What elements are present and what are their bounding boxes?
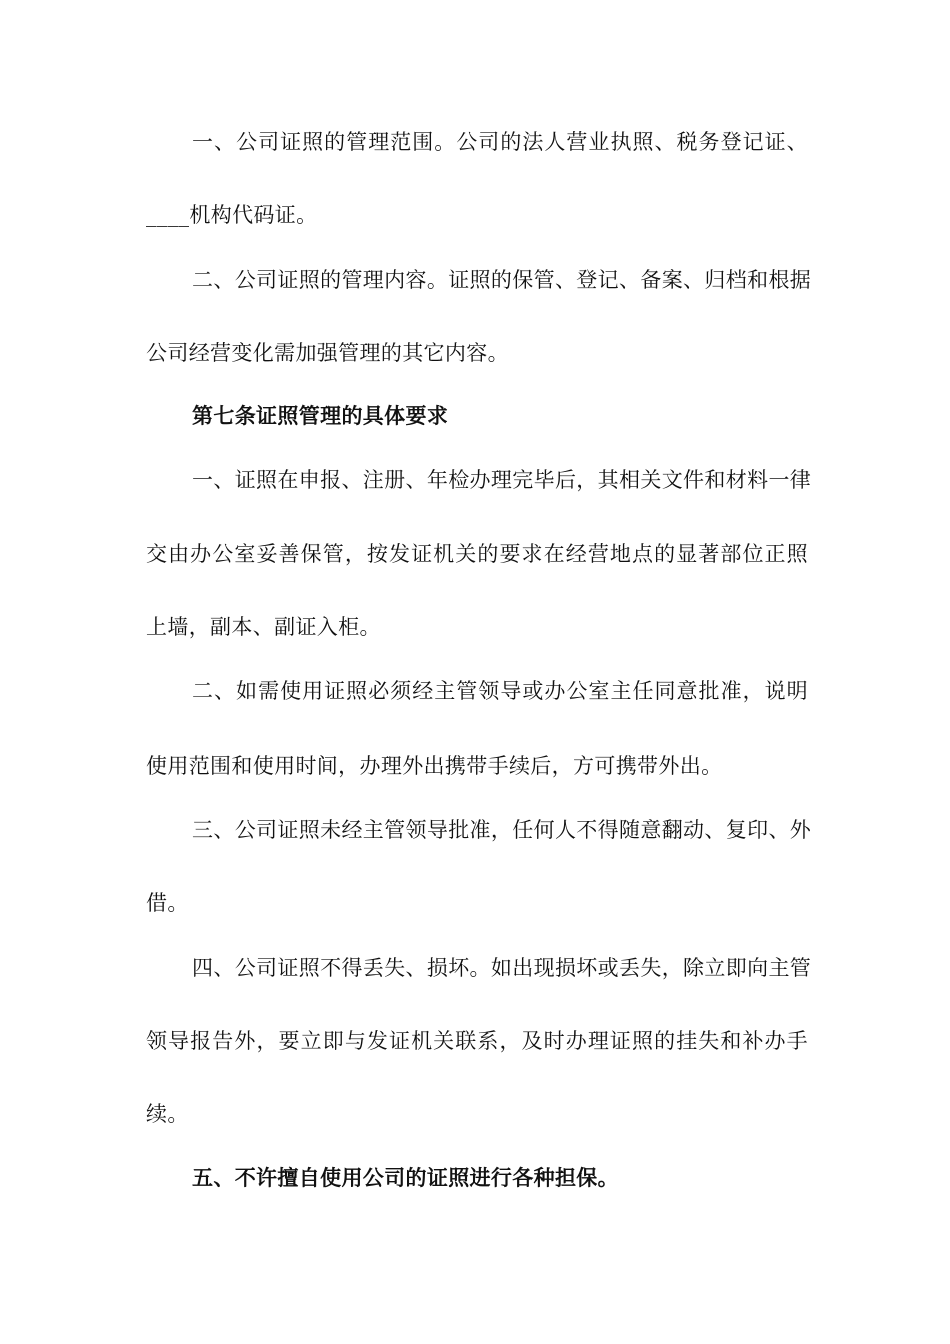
paragraph-6-line-2: 领导报告外，要立即与发证机关联系，及时办理证照的挂失和补办手 xyxy=(146,1029,808,1053)
section-heading: 第七条证照管理的具体要求 xyxy=(192,403,449,428)
paragraph-4-line-2: 使用范围和使用时间，办理外出携带手续后，方可携带外出。 xyxy=(146,754,723,778)
paragraph-2-line-2: 公司经营变化需加强管理的其它内容。 xyxy=(146,341,509,365)
paragraph-2-line-1: 二、公司证照的管理内容。证照的保管、登记、备案、归档和根据 xyxy=(192,268,812,292)
paragraph-3-line-2: 交由办公室妥善保管，按发证机关的要求在经营地点的显著部位正照 xyxy=(146,542,808,566)
paragraph-6-line-3: 续。 xyxy=(146,1102,189,1126)
paragraph-6-line-1: 四、公司证照不得丢失、损坏。如出现损坏或丢失，除立即向主管 xyxy=(192,956,812,980)
paragraph-4-line-1: 二、如需使用证照必须经主管领导或办公室主任同意批准，说明 xyxy=(192,679,808,703)
paragraph-5-line-1: 三、公司证照未经主管领导批准，任何人不得随意翻动、复印、外 xyxy=(192,818,812,842)
paragraph-5-line-2: 借。 xyxy=(146,891,189,915)
paragraph-1-line-2: ____机构代码证。 xyxy=(146,203,318,227)
paragraph-3-line-1: 一、证照在申报、注册、年检办理完毕后，其相关文件和材料一律 xyxy=(192,468,812,492)
paragraph-7-line-1: 五、不许擅自使用公司的证照进行各种担保。 xyxy=(192,1165,619,1190)
paragraph-1-line-1: 一、公司证照的管理范围。公司的法人营业执照、税务登记证、 xyxy=(192,130,808,154)
paragraph-3-line-3: 上墙，副本、副证入柜。 xyxy=(146,615,381,639)
